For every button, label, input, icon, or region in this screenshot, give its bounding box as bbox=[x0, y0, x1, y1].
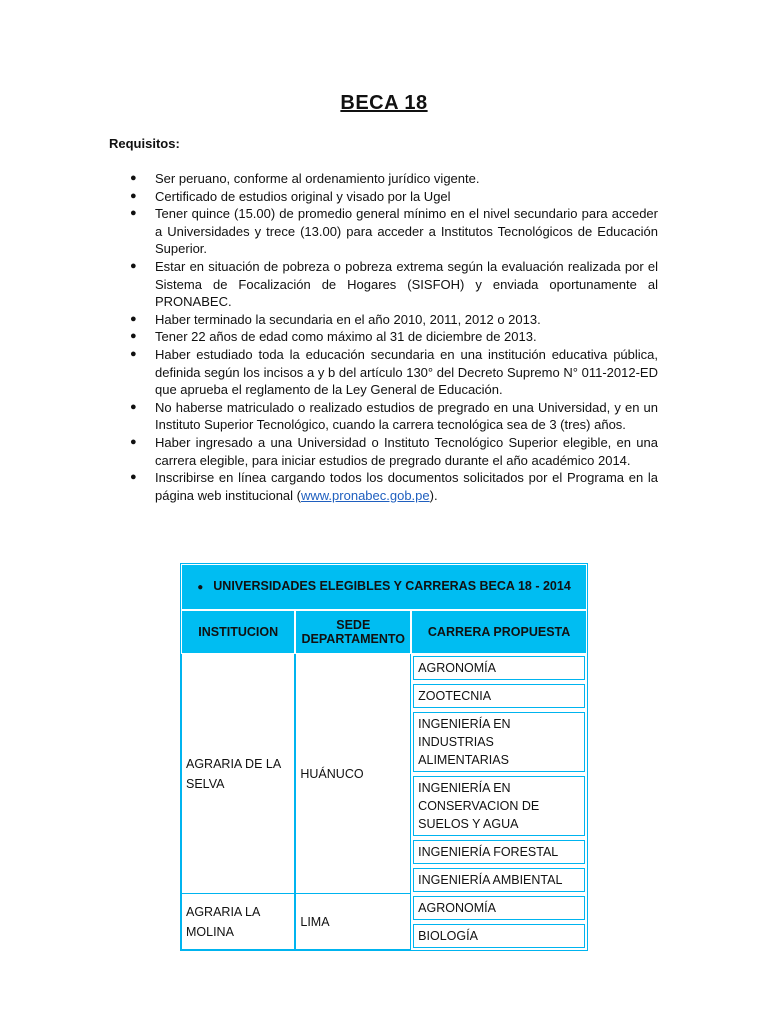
requirement-text: Tener quince (15.00) de promedio general mínimo en el nivel secundario para acceder a Universidades y trece (13.00) para acceder a Institutos Tecnológicos de Educación Superior. bbox=[155, 206, 658, 257]
table-row bbox=[181, 654, 587, 682]
carrera-cell bbox=[411, 654, 587, 682]
institucion-cell: AGRARIA LA MOLINA bbox=[181, 894, 295, 950]
table-title-row bbox=[181, 564, 587, 610]
table-title bbox=[181, 564, 587, 610]
list-item bbox=[130, 258, 658, 311]
sede-cell: LIMA bbox=[295, 894, 411, 950]
section-label: Requisitos: bbox=[109, 136, 180, 151]
carrera-box: BIOLOGÍA bbox=[413, 924, 585, 948]
requirement-text: Tener 22 años de edad como máximo al 31 de diciembre de 2013. bbox=[155, 329, 537, 345]
bullet-icon: ● bbox=[197, 582, 204, 593]
bullet-icon: ● bbox=[130, 172, 137, 184]
list-item bbox=[130, 346, 658, 399]
list-item bbox=[130, 170, 658, 188]
requirement-text-end: ). bbox=[429, 487, 438, 503]
requirement-text: Inscribirse en línea cargando todos los documentos solicitados por el Programa en la página web institucional ( bbox=[155, 470, 658, 503]
requirements-list bbox=[130, 170, 658, 504]
bullet-icon: ● bbox=[130, 259, 137, 272]
bullet-icon: ● bbox=[130, 400, 137, 413]
table-row bbox=[181, 894, 587, 922]
header-institucion: INSTITUCION bbox=[181, 610, 295, 654]
header-sede: SEDE DEPARTAMENTO bbox=[295, 610, 411, 654]
universities-table bbox=[180, 563, 588, 951]
list-item bbox=[130, 399, 658, 434]
bullet-icon: ● bbox=[130, 330, 137, 343]
bullet-icon: ● bbox=[130, 347, 137, 360]
page-title: BECA 18 bbox=[340, 92, 428, 114]
list-item bbox=[130, 188, 658, 206]
requirement-text: Haber terminado la secundaria en el año 2010, 2011, 2012 o 2013. bbox=[155, 311, 541, 327]
institucion-cell: AGRARIA DE LA SELVA bbox=[181, 654, 295, 894]
requirement-text: Estar en situación de pobreza o pobreza extrema según la evaluación realizada por el Sistema de Focalización de Hogares (SISFOH) y enviada oportunamente al PRONABEC. bbox=[155, 258, 658, 310]
requirement-text: Haber ingresado a una Universidad o Instituto Tecnológico Superior elegible, en una carrera elegible, para iniciar estudios de pregrado durante el año académico 2014. bbox=[155, 434, 658, 468]
requirement-text: Ser peruano, conforme al ordenamiento jurídico vigente. bbox=[155, 171, 480, 186]
list-item bbox=[130, 205, 658, 258]
bullet-icon: ● bbox=[130, 312, 137, 325]
list-item bbox=[130, 434, 658, 469]
carrera-cell bbox=[411, 710, 587, 774]
bullet-icon: ● bbox=[130, 435, 137, 448]
list-item bbox=[130, 328, 658, 346]
list-item bbox=[130, 311, 658, 329]
carrera-cell bbox=[411, 866, 587, 894]
carrera-cell bbox=[411, 922, 587, 950]
carrera-cell bbox=[411, 682, 587, 710]
table-title-text: UNIVERSIDADES ELEGIBLES Y CARRERAS BECA 18 - 2014 bbox=[213, 579, 571, 593]
bullet-icon: ● bbox=[130, 471, 137, 484]
carrera-cell bbox=[411, 838, 587, 866]
pronabec-link[interactable]: www.pronabec.gob.pe bbox=[300, 487, 430, 503]
carrera-box: AGRONOMÍA bbox=[413, 656, 585, 680]
carrera-box: AGRONOMÍA bbox=[413, 896, 585, 920]
sede-cell: HUÁNUCO bbox=[295, 654, 411, 894]
header-carrera: CARRERA PROPUESTA bbox=[411, 610, 587, 654]
table-header-row bbox=[181, 610, 587, 654]
requirement-text: Certificado de estudios original y visado por la Ugel bbox=[155, 188, 451, 204]
carrera-box: INGENIERÍA EN CONSERVACION DE SUELOS Y AGUA bbox=[413, 776, 585, 836]
carrera-box: INGENIERÍA AMBIENTAL bbox=[413, 868, 585, 892]
requirement-text: No haberse matriculado o realizado estudios de pregrado en una Universidad, y en un Instituto Superior Tecnológico, cuando la carrera tecnológica sea de 3 (tres) años. bbox=[155, 399, 658, 433]
list-item bbox=[130, 469, 658, 504]
carrera-cell bbox=[411, 894, 587, 922]
requirement-text: Haber estudiado toda la educación secundaria en una institución educativa pública, definida según los incisos a y b del artículo 130° del Decreto Supremo N° 011-2012-ED que aprueba el reglamento de la Ley General de Educación. bbox=[155, 346, 658, 398]
carrera-cell bbox=[411, 774, 587, 838]
carrera-box: ZOOTECNIA bbox=[413, 684, 585, 708]
carrera-box: INGENIERÍA FORESTAL bbox=[413, 840, 585, 864]
bullet-icon: ● bbox=[130, 189, 137, 202]
bullet-icon: ● bbox=[130, 207, 137, 220]
carrera-box: INGENIERÍA EN INDUSTRIAS ALIMENTARIAS bbox=[413, 712, 585, 772]
